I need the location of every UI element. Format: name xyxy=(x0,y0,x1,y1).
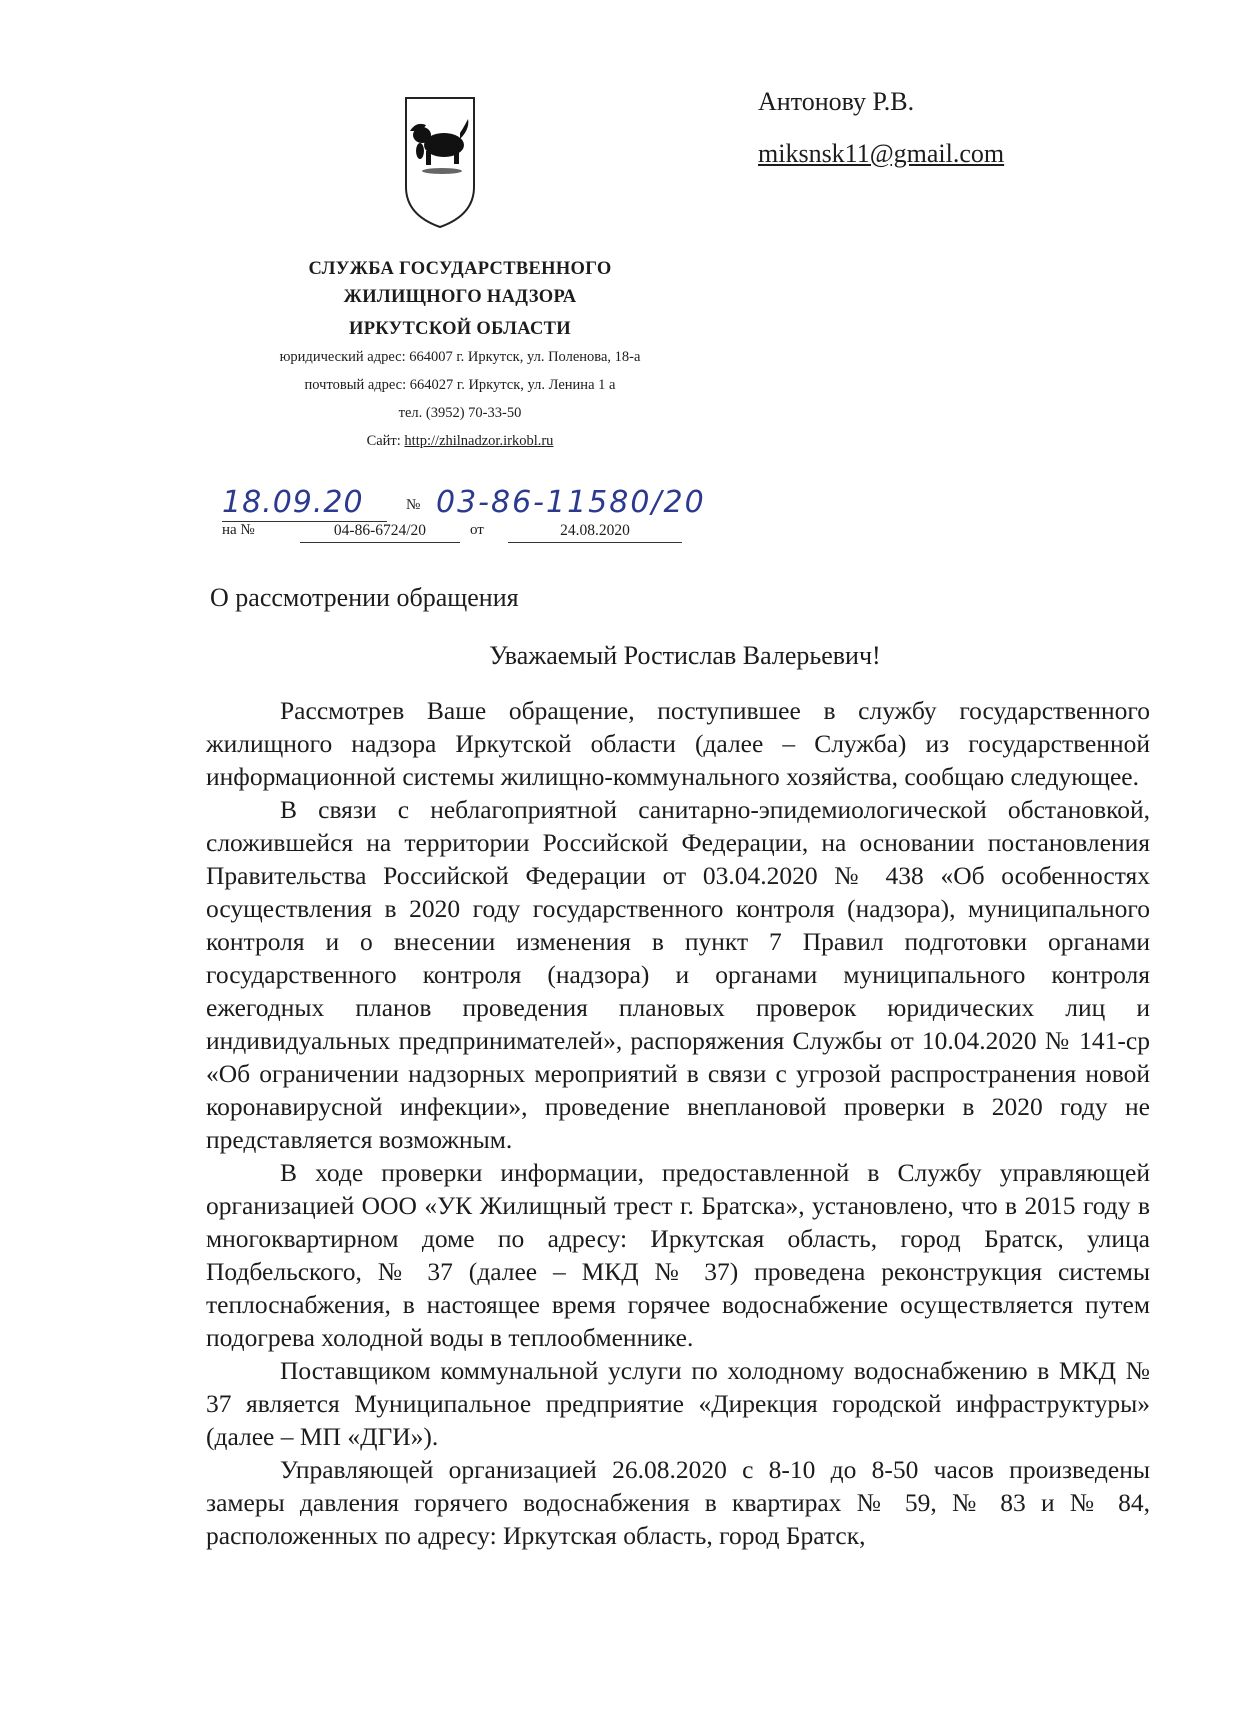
agency-site xyxy=(200,427,720,455)
registration-number-label: № xyxy=(406,497,421,513)
body-paragraph: В связи с неблагоприятной санитарно-эпидемиологической обстановкой, сложившейся на территории Российской Федерации, на основании постановления Правительства Российской Федерации от 03.04.2020 № 438 «Об особенностях осуществления в 2020 году государственного контроля (надзора), муниципального контроля и о внесении изменения в пункт 7 Правил подготовки органами государственного контроля (надзора) и органами муниципального контроля ежегодных планов проведения плановых проверок юридических лиц и индивидуальных предпринимателей», распоряжения Службы от 10.04.2020 № 141-ср «Об ограничении надзорных мероприятий в связи с угрозой распространения новой коронавирусной инфекции», проведение внеплановой проверки в 2020 году не представляется возможным. xyxy=(206,795,1150,1154)
body-paragraph: Поставщиком коммунальной услуги по холодному водоснабжению в МКД № 37 является Муниципальное предприятие «Дирекция городской инфраструктуры» (далее – МП «ДГИ»). xyxy=(206,1356,1150,1451)
coat-of-arms-icon xyxy=(402,95,478,230)
greeting-row xyxy=(0,640,1240,672)
agency-site-label: Сайт: xyxy=(366,433,405,449)
registration-number-value: 03-86-11580/20 xyxy=(436,485,706,520)
registration-date-value: 18.09.20 xyxy=(222,485,364,520)
agency-name-line3: ИРКУТСКОЙ ОБЛАСТИ xyxy=(349,319,571,339)
letter-greeting: Уважаемый Ростислав Валерьевич! xyxy=(489,641,881,670)
reference-date: 24.08.2020 xyxy=(508,522,682,543)
agency-postal-address: почтовый адрес: 664027 г. Иркутск, ул. Ленина 1 а xyxy=(304,377,616,393)
recipient-block xyxy=(758,86,1004,170)
registration-date xyxy=(222,485,387,522)
agency-legal-address: юридический адрес: 664007 г. Иркутск, ул. Поленова, 18-а xyxy=(279,349,641,365)
body-paragraph: Рассмотрев Ваше обращение, поступившее в службу государственного жилищного надзора Иркутской области (далее – Служба) из государственной информационной системы жилищно-коммунального хозяйства, сообщаю следующее. xyxy=(206,696,1150,791)
agency-header xyxy=(200,255,720,455)
recipient-email[interactable]: miksnsk11@gmail.com xyxy=(758,139,1005,168)
letter-body xyxy=(206,694,1150,1552)
body-paragraph: В ходе проверки информации, предоставленной в Службу управляющей организацией ООО «УК Жилищный трест г. Братска», установлено, что в 2015 году в многоквартирном доме по адресу: Иркутская область, город Братск, улица Подбельского, № 37 (далее – МКД № 37) проведена реконструкция системы теплоснабжения, в настоящее время горячее водоснабжение осуществляется путем подогрева холодной воды в теплообменнике. xyxy=(206,1158,1150,1352)
reference-label: на № xyxy=(222,522,255,538)
reference-number: 04-86-6724/20 xyxy=(300,522,460,543)
body-paragraph: Управляющей организацией 26.08.2020 с 8-10 до 8-50 часов произведены замеры давления горячего водоснабжения в квартирах № 59, № 83 и № 84, расположенных по адресу: Иркутская область, город Братск, xyxy=(206,1455,1150,1550)
agency-name-line1: СЛУЖБА ГОСУДАРСТВЕННОГО xyxy=(308,259,612,279)
letter-subject: О рассмотрении обращения xyxy=(210,583,519,612)
registration-number xyxy=(436,485,716,521)
recipient-name: Антонову Р.В. xyxy=(758,87,915,116)
agency-phone: тел. (3952) 70-33-50 xyxy=(398,405,522,421)
reference-from-label: от xyxy=(470,522,484,538)
agency-name-line2: ЖИЛИЩНОГО НАДЗОРА xyxy=(343,287,577,307)
agency-site-link[interactable]: http://zhilnadzor.irkobl.ru xyxy=(404,433,554,449)
